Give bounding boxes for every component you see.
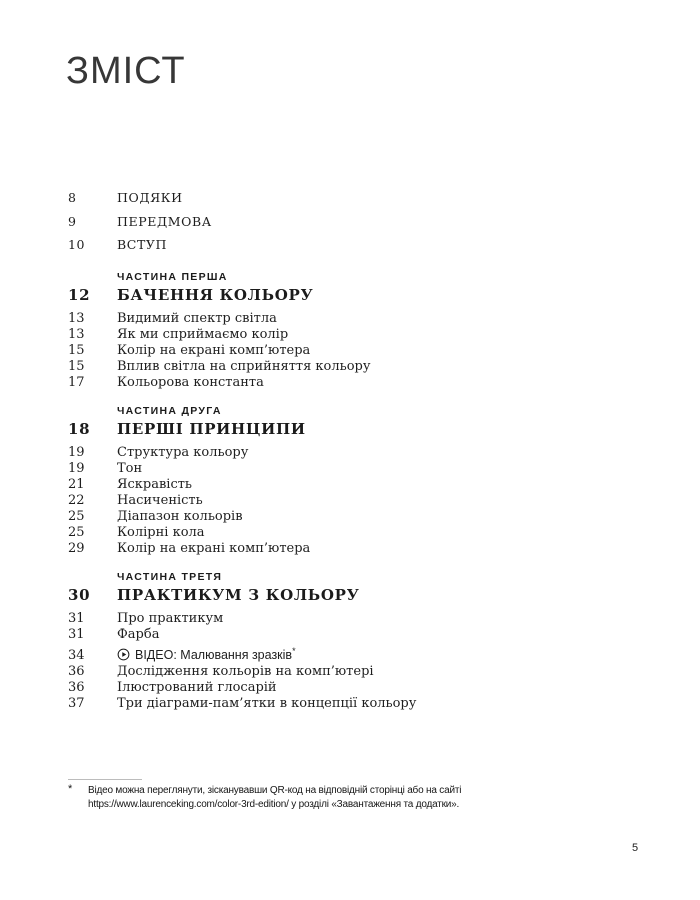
entry-title: Насиченість xyxy=(117,492,203,508)
entry-title: ПЕРШІ ПРИНЦИПИ xyxy=(117,419,306,438)
entry-page-number: 15 xyxy=(68,358,85,374)
entry-title: Як ми сприймаємо колір xyxy=(117,326,289,342)
entry-title: Про практикум xyxy=(117,610,224,626)
entry-page-number: 10 xyxy=(68,237,86,252)
entry-title: Структура кольору xyxy=(117,444,249,460)
toc-entry xyxy=(68,541,638,557)
entry-page-number: 31 xyxy=(68,626,85,642)
toc-part xyxy=(68,268,638,391)
entry-title: БАЧЕННЯ КОЛЬОРУ xyxy=(117,285,314,304)
entry-page-number: 19 xyxy=(68,460,85,476)
toc-entry xyxy=(68,461,638,477)
page-number: 5 xyxy=(632,842,639,854)
entry-title: ПЕРЕДМОВА xyxy=(117,213,212,229)
entry-page-number: 30 xyxy=(68,585,91,604)
toc-entry xyxy=(68,311,638,327)
entry-title: Колір на екрані комп’ютера xyxy=(117,342,311,358)
toc-entry xyxy=(68,680,638,696)
toc-entry xyxy=(68,359,638,375)
entry-page-number: 25 xyxy=(68,508,85,524)
toc-entry xyxy=(68,627,638,643)
part-chapters xyxy=(68,311,638,391)
toc-entry xyxy=(68,611,638,627)
entry-page-number: 19 xyxy=(68,444,85,460)
entry-title: Ілюстрований глосарій xyxy=(117,680,277,696)
entry-title: ВІДЕО: Малювання зразків* xyxy=(117,643,296,663)
toc xyxy=(68,186,638,712)
entry-title: ПРАКТИКУМ З КОЛЬОРУ xyxy=(117,585,360,604)
entry-page-number: 36 xyxy=(68,664,85,680)
entry-title: Кольорова константа xyxy=(117,374,264,390)
part-label: ЧАСТИНА ТРЕТЯ xyxy=(117,570,223,583)
footnote-line-2: https://www.laurenceking.com/color-3rd-edition/ у розділі «Завантаження та додатки». xyxy=(88,798,460,810)
entry-page-number: 22 xyxy=(68,492,85,508)
entry-page-number: 21 xyxy=(68,476,85,492)
entry-title: Колір на екрані комп’ютера xyxy=(117,540,311,556)
entry-page-number: 25 xyxy=(68,524,85,540)
entry-title: Діапазон кольорів xyxy=(117,508,243,524)
part-title-row xyxy=(68,586,638,605)
toc-entry xyxy=(68,525,638,541)
toc-entry xyxy=(68,343,638,359)
toc-entry xyxy=(68,664,638,680)
toc-entry xyxy=(68,477,638,493)
page-title: ЗМІСТ xyxy=(66,50,186,92)
entry-page-number: 37 xyxy=(68,696,85,712)
entry-title: ПОДЯКИ xyxy=(117,190,183,205)
entry-title: Колірні кола xyxy=(117,524,205,540)
entry-page-number: 17 xyxy=(68,374,85,390)
part-chapters xyxy=(68,611,638,713)
footnote-line-1: Відео можна переглянути, зісканувавши QR-код на відповідній сторінці або на сайті xyxy=(88,785,462,796)
toc-part xyxy=(68,402,638,557)
entry-title: Фарба xyxy=(117,626,160,642)
toc-entry xyxy=(68,696,638,712)
toc-entry xyxy=(68,509,638,525)
toc-entry xyxy=(68,186,638,210)
toc-entry xyxy=(68,493,638,509)
toc-part xyxy=(68,568,638,713)
part-label: ЧАСТИНА ПЕРША xyxy=(117,270,228,283)
entry-page-number: 13 xyxy=(68,326,85,342)
entry-page-number: 18 xyxy=(68,419,91,438)
entry-page-number: 31 xyxy=(68,610,85,626)
toc-entry xyxy=(68,643,638,665)
toc-entry xyxy=(68,327,638,343)
toc-entry xyxy=(68,375,638,391)
part-chapters xyxy=(68,445,638,557)
entry-page-number: 15 xyxy=(68,342,85,358)
entry-title: Три діаграми-пам’ятки в концепції кольору xyxy=(117,696,417,712)
play-circle-icon xyxy=(117,648,130,661)
toc-entry xyxy=(68,233,638,257)
entry-title: Видимий спектр світла xyxy=(117,310,277,326)
entry-page-number: 9 xyxy=(68,213,77,229)
part-label: ЧАСТИНА ДРУГА xyxy=(117,404,222,417)
entry-page-number: 29 xyxy=(68,540,85,556)
entry-page-number: 36 xyxy=(68,680,85,696)
entry-title: Яскравість xyxy=(117,476,193,492)
toc-entry xyxy=(68,445,638,461)
footnote-divider xyxy=(68,779,142,780)
entry-title: Тон xyxy=(117,460,143,476)
entry-page-number: 13 xyxy=(68,310,85,326)
entry-title: Дослідження кольорів на комп’ютері xyxy=(117,664,374,680)
entry-page-number: 8 xyxy=(68,190,77,205)
part-title-row xyxy=(68,420,638,439)
part-title-row xyxy=(68,286,638,305)
entry-page-number: 34 xyxy=(68,648,85,664)
entry-page-number: 12 xyxy=(68,285,91,304)
entry-title: ВСТУП xyxy=(117,237,168,252)
footnote xyxy=(68,784,488,811)
entry-title: Вплив світла на сприйняття кольору xyxy=(117,358,371,374)
toc-entry xyxy=(68,210,638,234)
footnote-marker: * xyxy=(68,783,73,795)
